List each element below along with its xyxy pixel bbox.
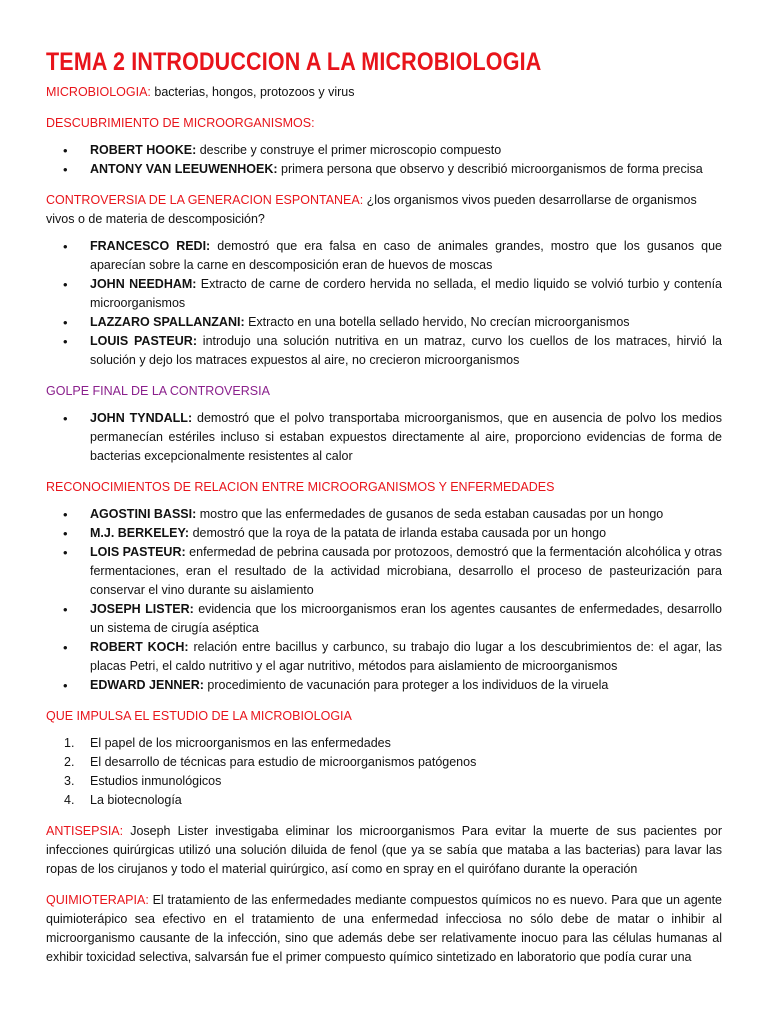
list-item [46, 791, 722, 810]
item-text: La biotecnología [90, 793, 182, 807]
list-item [46, 313, 722, 332]
item-text: primera persona que observo y describió microorganismos de forma precisa [277, 162, 703, 176]
item-text: introdujo una solución nutritiva en un matraz, curvo los cuellos de los matraces, hirvió la solución y dejo los matraces expuestos al aire, no crecieron microorganismos [90, 334, 722, 367]
item-name: LOUIS PASTEUR: [90, 334, 197, 348]
item-text: El desarrollo de técnicas para estudio de microorganismos patógenos [90, 755, 477, 769]
item-text: procedimiento de vacunación para proteger a los individuos de la viruela [203, 678, 609, 692]
controversia-label: CONTROVERSIA DE LA GENERACION ESPONTANEA: [46, 193, 364, 207]
descubrimiento-list [46, 141, 722, 179]
controversia-paragraph [46, 191, 722, 229]
item-name: M.J. BERKELEY: [90, 526, 190, 540]
list-item [46, 676, 722, 695]
item-text: demostró que la roya de la patata de irlanda estaba causada por un hongo [189, 526, 607, 540]
golpe-heading: GOLPE FINAL DE LA CONTROVERSIA [46, 384, 270, 398]
list-item [46, 141, 722, 160]
item-number: 3. [64, 774, 75, 788]
golpe-list [46, 409, 722, 466]
page-title: TEMA 2 INTRODUCCION A LA MICROBIOLOGIA [46, 48, 542, 76]
item-name: LAZZARO SPALLANZANI: [90, 315, 245, 329]
quimioterapia-paragraph [46, 891, 722, 967]
quimioterapia-text: El tratamiento de las enfermedades mediante compuestos químicos no es nuevo. Para que un agente quimioterápico sea efectivo en el tratamiento de una enfermedad infecciosa no sólo debe de matar o inhibir al microorganismo causante de la infección, sino que además debe ser relativamente inocuo para las células humanas al exhibir toxicidad selectiva, salvarsán fue el primer compuesto químico sintetizado en laboratorio que podía curar una [46, 893, 722, 964]
item-text: describe y construye el primer microscopio compuesto [196, 143, 502, 157]
controversia-text: ¿los organismos vivos pueden desarrollarse de organismos vivos o de materia de descomposición? [46, 193, 697, 226]
list-item [46, 332, 722, 370]
item-text: Extracto de carne de cordero hervida no sellada, el medio liquido se volvió turbio y contenía microorganismos [90, 277, 722, 310]
list-item [46, 543, 722, 600]
item-number: 4. [64, 793, 75, 807]
descubrimiento-heading: DESCUBRIMIENTO DE MICROORGANISMOS: [46, 116, 315, 130]
list-item [46, 275, 722, 313]
item-text: enfermedad de pebrina causada por protozoos, demostró que la fermentación alcohólica y otras fermentaciones, eran el resultado de la actividad microbiana, desarrollo el proceso de pasteurización para conservar el vino durante su aislamiento [90, 545, 722, 597]
item-text: demostró que el polvo transportaba microorganismos, que en ausencia de polvo los medios permanecían estériles incluso si estaban expuestos directamente al aire, proporciono evidencias de forma de bacterias excepcionalmente resistentes al calor [90, 411, 722, 463]
item-name: ANTONY VAN LEEUWENHOEK: [90, 162, 278, 176]
antisepsia-label: ANTISEPSIA: [46, 824, 124, 838]
item-text: demostró que era falsa en caso de animales grandes, mostro que los gusanos que aparecían sobre la carne en descomposición eran de huevos de moscas [90, 239, 722, 272]
microbiologia-definition [46, 83, 722, 102]
item-text: evidencia que los microorganismos eran los agentes causantes de enfermedades, desarrollo un sistema de cirugía aséptica [90, 602, 722, 635]
list-item [46, 638, 722, 676]
reconocimientos-list [46, 505, 722, 695]
microbiologia-text: bacterias, hongos, protozoos y virus [150, 85, 355, 99]
item-text: El papel de los microorganismos en las enfermedades [90, 736, 391, 750]
item-number: 2. [64, 755, 75, 769]
list-item [46, 505, 722, 524]
list-item [46, 160, 722, 179]
list-item [46, 772, 722, 791]
list-item [46, 753, 722, 772]
item-text: mostro que las enfermedades de gusanos de seda estaban causadas por un hongo [196, 507, 664, 521]
list-item [46, 409, 722, 466]
item-name: ROBERT KOCH: [90, 640, 189, 654]
item-name: ROBERT HOOKE: [90, 143, 197, 157]
list-item [46, 237, 722, 275]
quimioterapia-label: QUIMIOTERAPIA: [46, 893, 149, 907]
controversia-list [46, 237, 722, 370]
impulsa-heading: QUE IMPULSA EL ESTUDIO DE LA MICROBIOLOGIA [46, 709, 352, 723]
item-name: EDWARD JENNER: [90, 678, 204, 692]
antisepsia-paragraph [46, 822, 722, 879]
microbiologia-label: MICROBIOLOGIA: [46, 85, 151, 99]
impulsa-list [46, 734, 722, 810]
reconocimientos-heading: RECONOCIMIENTOS DE RELACION ENTRE MICROORGANISMOS Y ENFERMEDADES [46, 480, 555, 494]
list-item [46, 524, 722, 543]
item-name: JOHN TYNDALL: [90, 411, 193, 425]
item-name: JOHN NEEDHAM: [90, 277, 197, 291]
item-text: Extracto en una botella sellado hervido, No crecían microorganismos [244, 315, 630, 329]
antisepsia-text: Joseph Lister investigaba eliminar los microorganismos Para evitar la muerte de sus pacientes por infecciones quirúrgicas utilizó una solución diluida de fenol (que ya se sabía que mataba a las bacterias) para lavar las ropas de los cirujanos y todo el material quirúrgico, así como en spray en el quirófano durante la operación [46, 824, 722, 876]
item-number: 1. [64, 736, 75, 750]
item-text: Estudios inmunológicos [90, 774, 222, 788]
list-item [46, 734, 722, 753]
item-text: relación entre bacillus y carbunco, su trabajo dio lugar a los descubrimientos de: el agar, las placas Petri, el caldo nutritivo y el agar nutritivo, métodos para aislamiento de microorganismos [90, 640, 722, 673]
item-name: AGOSTINI BASSI: [90, 507, 197, 521]
list-item [46, 600, 722, 638]
item-name: JOSEPH LISTER: [90, 602, 194, 616]
item-name: FRANCESCO REDI: [90, 239, 211, 253]
item-name: LOIS PASTEUR: [90, 545, 186, 559]
